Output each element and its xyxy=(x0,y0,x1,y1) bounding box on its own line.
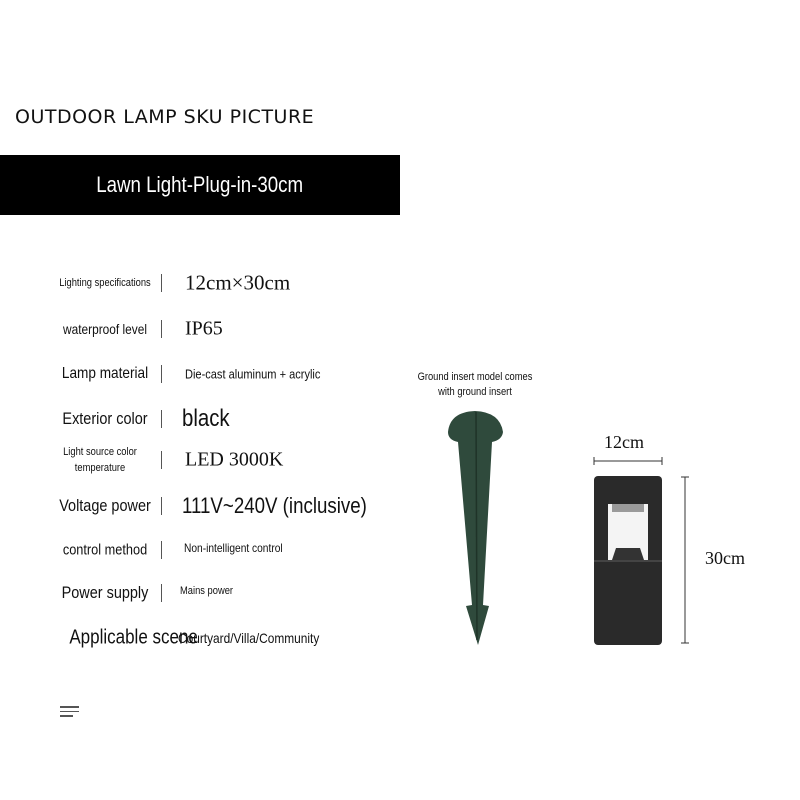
spec-label: Applicable scene xyxy=(69,626,198,649)
spec-value: 111V~240V (inclusive) xyxy=(182,493,367,518)
spec-label: waterproof level xyxy=(62,321,147,337)
spec-label: Power supply xyxy=(61,583,149,602)
spec-label: Lamp material xyxy=(61,365,149,382)
height-dimension-line xyxy=(681,477,689,643)
spec-value: Die-cast aluminum + acrylic xyxy=(185,366,321,382)
spec-value: IP65 xyxy=(185,317,223,340)
ground-insert-caption: Ground insert model comes with ground insert xyxy=(417,371,533,398)
spec-label: Voltage power xyxy=(59,496,151,515)
spec-value: Non-intelligent control xyxy=(184,541,283,555)
lamp-image xyxy=(594,476,662,645)
spec-value: LED 3000K xyxy=(185,448,284,471)
spec-value: Courtyard/Villa/Community xyxy=(178,630,320,646)
width-dimension-line xyxy=(594,457,662,465)
spec-label: Lighting specifications xyxy=(59,277,151,289)
width-label: 12cm xyxy=(604,432,644,452)
spec-label: Exterior color xyxy=(62,409,148,428)
menu-icon[interactable] xyxy=(60,706,79,720)
spec-label: Light source color temperature xyxy=(63,446,137,474)
spec-value: black xyxy=(182,405,230,432)
height-label: 30cm xyxy=(705,548,745,568)
page-heading: OUTDOOR LAMP SKU PICTURE xyxy=(15,106,315,128)
product-title: Lawn Light-Plug-in-30cm xyxy=(96,172,304,197)
spec-value: 12cm×30cm xyxy=(185,270,291,295)
spec-label: control method xyxy=(62,541,148,559)
ground-spike-image xyxy=(448,411,503,645)
spec-value: Mains power xyxy=(180,585,234,597)
